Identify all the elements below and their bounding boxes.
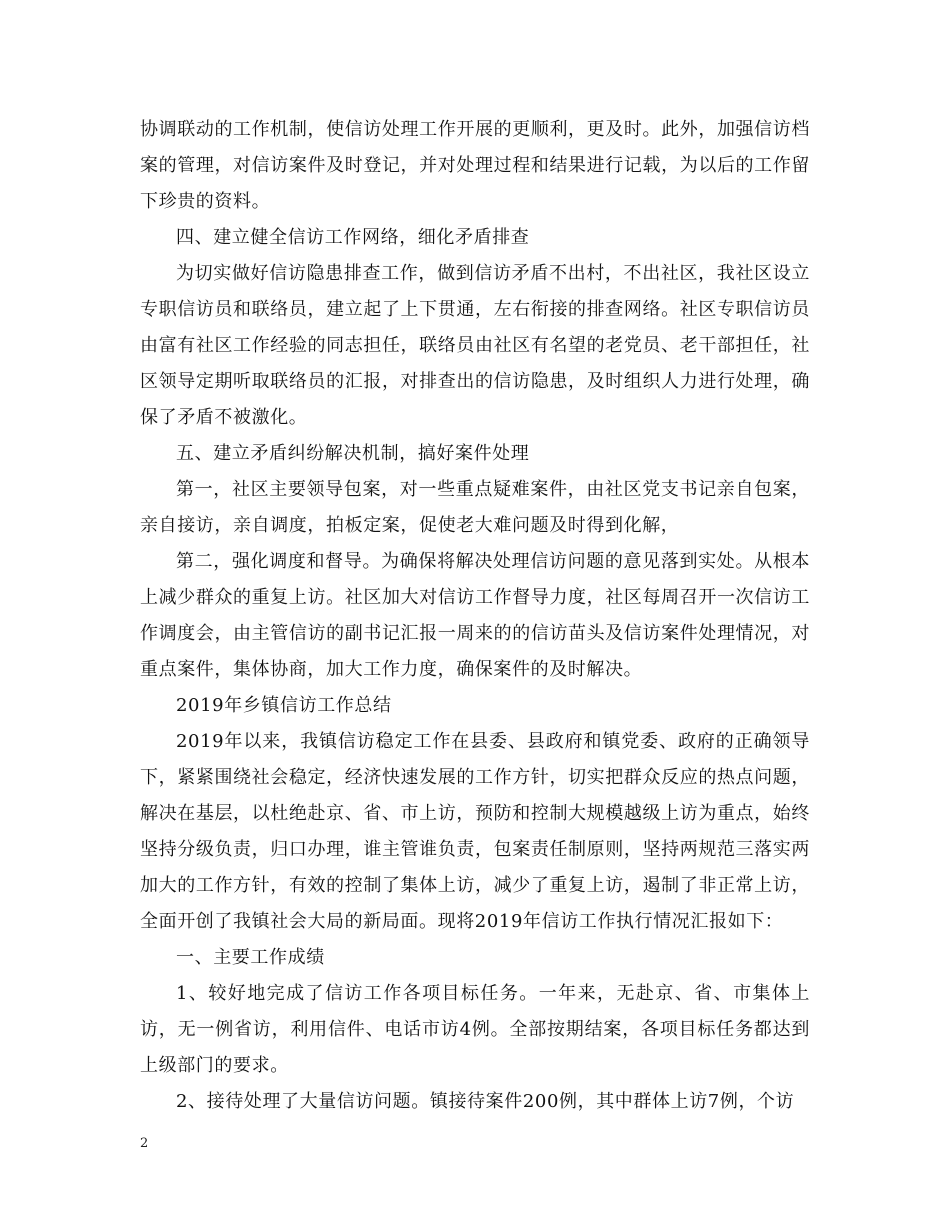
document-body <box>140 112 810 1120</box>
paragraph-8: 2019年以来，我镇信访稳定工作在县委、县政府和镇党委、政府的正确领导下，紧紧围绕社会稳定，经济快速发展的工作方针，切实把群众反应的热点问题，解决在基层，以杜绝赴京、省、市上访，预防和控制大规模越级上访为重点，始终坚持分级负责，归口办理，谁主管谁负责，包案责任制原则，坚持两规范三落实两加大的工作方针，有效的控制了集体上访，减少了重复上访，遏制了非正常上访，全面开创了我镇社会大局的新局面。现将2019年信访工作执行情况汇报如下： <box>140 731 810 932</box>
paragraph-6: 第二，强化调度和督导。为确保将解决处理信访问题的意见落到实处。从根本上减少群众的重复上访。社区加大对信访工作督导力度，社区每周召开一次信访工作调度会，由主管信访的副书记汇报一周来的的信访苗头及信访案件处理情况，对重点案件，集体协商，加大工作力度，确保案件的及时解决。 <box>140 551 810 680</box>
paragraph-2-heading: 四、建立健全信访工作网络，细化矛盾排查 <box>176 227 530 248</box>
page-number: 2 <box>140 1136 149 1151</box>
paragraph-11: 2、接待处理了大量信访问题。镇接待案件200例，其中群体上访7例，个访 <box>176 1091 795 1112</box>
paragraph-10: 1、较好地完成了信访工作各项目标任务。一年来，无赴京、省、市集体上访，无一例省访，利用信件、电话市访4例。全部按期结案，各项目标任务都达到上级部门的要求。 <box>140 983 810 1076</box>
paragraph-4-heading: 五、建立矛盾纠纷解决机制，搞好案件处理 <box>176 443 530 464</box>
paragraph-1: 协调联动的工作机制，使信访处理工作开展的更顺利，更及时。此外，加强信访档案的管理，对信访案件及时登记，并对处理过程和结果进行记载，为以后的工作留下珍贵的资料。 <box>140 119 810 212</box>
paragraph-5: 第一，社区主要领导包案，对一些重点疑难案件，由社区党支书记亲自包案，亲自接访，亲自调度，拍板定案，促使老大难问题及时得到化解， <box>140 479 810 536</box>
paragraph-3: 为切实做好信访隐患排查工作，做到信访矛盾不出村，不出社区，我社区设立专职信访员和联络员，建立起了上下贯通，左右衔接的排查网络。社区专职信访员由富有社区工作经验的同志担任，联络员由社区有名望的老党员、老干部担任，社区领导定期听取联络员的汇报，对排查出的信访隐患，及时组织人力进行处理，确保了矛盾不被激化。 <box>140 263 810 428</box>
paragraph-7-title: 2019年乡镇信访工作总结 <box>176 695 392 716</box>
paragraph-9-heading: 一、主要工作成绩 <box>176 947 325 968</box>
